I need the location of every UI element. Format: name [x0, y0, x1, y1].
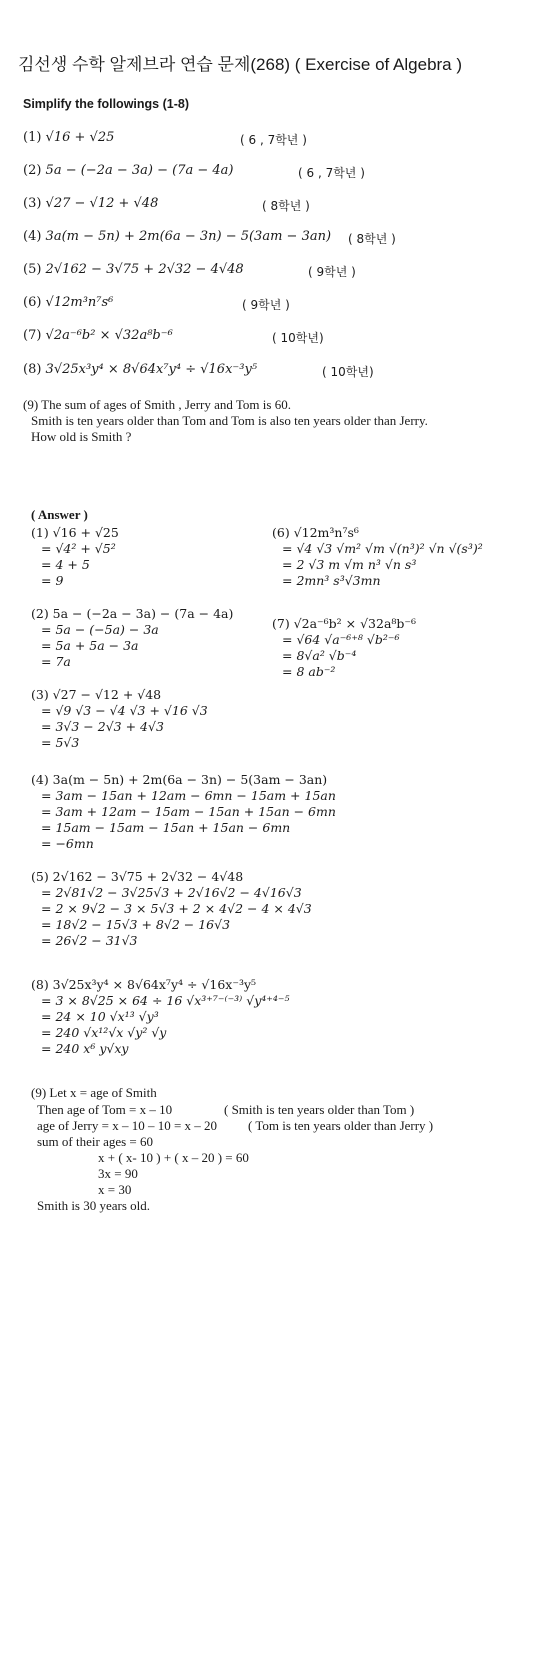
answer-9-line: 3x = 90 — [98, 1166, 138, 1181]
problem-4 — [23, 229, 331, 244]
answer-3-line: (3) √27 − √12 + √48 — [31, 687, 162, 702]
answer-5-line: = 18√2 − 15√3 + 8√2 − 16√3 — [41, 917, 231, 932]
answer-5-line: = 2 × 9√2 − 3 × 5√3 + 2 × 4√2 − 4 × 4√3 — [41, 901, 312, 916]
answer-4-line: = 3am + 12am − 15am − 15an + 15an − 6mn — [41, 804, 336, 819]
answer-3-line: = √9 √3 − √4 √3 + √16 √3 — [41, 703, 208, 718]
answer-6-line: = √4 √3 √m² √m √(n³)² √n √(s³)² — [282, 541, 483, 556]
problem-number: (4) — [23, 229, 46, 244]
answer-2-line: = 5a + 5a − 3a — [41, 638, 139, 653]
answer-header: ( Answer ) — [31, 507, 88, 522]
answer-5-line: = 2√81√2 − 3√25√3 + 2√16√2 − 4√16√3 — [41, 885, 302, 900]
problem-number: (2) — [23, 163, 46, 178]
problem-2 — [23, 163, 233, 178]
instructions: Simplify the followings (1-8) — [23, 97, 189, 111]
answer-8-line: = 24 × 10 √x¹³ √y³ — [41, 1009, 159, 1024]
grade-level: ( 8학년 ) — [262, 199, 310, 213]
answer-1-line: (1) √16 + √25 — [31, 525, 119, 540]
answer-2-line: (2) 5a − (−2a − 3a) − (7a − 4a) — [31, 606, 234, 621]
answer-9-line: ( Smith is ten years older than Tom ) — [224, 1102, 415, 1117]
answer-9-line: sum of their ages = 60 — [37, 1134, 154, 1149]
problem-number: (5) — [23, 262, 46, 277]
answer-7-line: (7) √2a⁻⁶b² × √32a⁸b⁻⁶ — [272, 616, 417, 631]
grade-level: ( 10학년) — [272, 331, 324, 345]
answer-6-line: (6) √12m³n⁷s⁶ — [272, 525, 359, 540]
problem-expression: √12m³n⁷s⁶ — [45, 295, 114, 310]
answer-4-line: = 3am − 15an + 12am − 6mn − 15am + 15an — [41, 788, 336, 803]
problem-3 — [23, 196, 158, 211]
problem-5 — [23, 262, 244, 277]
answer-5-line: (5) 2√162 − 3√75 + 2√32 − 4√48 — [31, 869, 244, 884]
answer-3-line: = 5√3 — [41, 735, 80, 750]
problem-expression: 5a − (−2a − 3a) − (7a − 4a) — [45, 163, 234, 178]
problem-8 — [23, 362, 257, 377]
answer-9-line: x + ( x- 10 ) + ( x – 20 ) = 60 — [98, 1150, 249, 1165]
problem-1 — [23, 130, 114, 145]
answer-8-line: = 240 x⁶ y√xy — [41, 1041, 129, 1056]
page-title: 김선생 수학 알제브라 연습 문제(268) ( Exercise of Algebra ) — [18, 55, 463, 74]
grade-level: ( 9학년 ) — [308, 265, 356, 279]
problem-expression: 2√162 − 3√75 + 2√32 − 4√48 — [45, 262, 244, 277]
grade-level: ( 8학년 ) — [348, 232, 396, 246]
answer-8-line: = 240 √x¹²√x √y² √y — [41, 1025, 167, 1040]
problem-expression: √27 − √12 + √48 — [45, 196, 159, 211]
problem-number: (7) — [23, 328, 46, 343]
answer-4-line: = 15am − 15am − 15an + 15an − 6mn — [41, 820, 291, 835]
problem-number: (6) — [23, 295, 46, 310]
answer-6-line: = 2 √3 m √m n³ √n s³ — [282, 557, 417, 572]
answer-4-line: (4) 3a(m − 5n) + 2m(6a − 3n) − 5(3am − 3an) — [31, 772, 328, 787]
answer-9-line: x = 30 — [98, 1182, 132, 1197]
problem-9-line3: How old is Smith ? — [31, 429, 132, 444]
problem-9-line1: (9) The sum of ages of Smith , Jerry and Tom is 60. — [23, 397, 291, 412]
answer-6-line: = 2mn³ s³√3mn — [282, 573, 381, 588]
answer-5-line: = 26√2 − 31√3 — [41, 933, 138, 948]
answer-2-line: = 5a − (−5a) − 3a — [41, 622, 159, 637]
answer-1-line: = 9 — [41, 573, 64, 588]
answer-8-line: (8) 3√25x³y⁴ × 8√64x⁷y⁴ ÷ √16x⁻³y⁵ — [31, 977, 257, 992]
problem-9-line2: Smith is ten years older than Tom and Tom is also ten years older than Jerry. — [31, 413, 428, 428]
answer-9-line: age of Jerry = x – 10 – 10 = x – 20 — [37, 1118, 218, 1133]
grade-level: ( 9학년 ) — [242, 298, 290, 312]
problem-number: (8) — [23, 362, 46, 377]
grade-level: ( 10학년) — [322, 365, 374, 379]
answer-8-line: = 3 × 8√25 × 64 ÷ 16 √x³⁺⁷⁻⁽⁻³⁾ √y⁴⁺⁴⁻⁵ — [41, 993, 290, 1008]
problem-number: (3) — [23, 196, 46, 211]
answer-9-line: Smith is 30 years old. — [37, 1198, 151, 1213]
answer-2-line: = 7a — [41, 654, 71, 669]
problem-expression: 3√25x³y⁴ × 8√64x⁷y⁴ ÷ √16x⁻³y⁵ — [45, 362, 258, 377]
problem-7 — [23, 328, 173, 343]
answer-7-line: = 8√a² √b⁻⁴ — [282, 648, 357, 663]
answer-7-line: = 8 ab⁻² — [282, 664, 336, 679]
answer-1-line: = 4 + 5 — [41, 557, 90, 572]
problem-number: (1) — [23, 130, 46, 145]
grade-level: ( 6 , 7학년 ) — [298, 166, 365, 180]
answer-1-line: = √4² + √5² — [41, 541, 116, 556]
answer-9-line: ( Tom is ten years older than Jerry ) — [248, 1118, 434, 1133]
problem-expression: √2a⁻⁶b² × √32a⁸b⁻⁶ — [45, 328, 173, 343]
problem-6 — [23, 295, 113, 310]
problem-expression: √16 + √25 — [45, 130, 115, 145]
answer-4-line: = −6mn — [41, 836, 94, 851]
answer-3-line: = 3√3 − 2√3 + 4√3 — [41, 719, 164, 734]
grade-level: ( 6 , 7학년 ) — [240, 133, 307, 147]
answer-7-line: = √64 √a⁻⁶⁺⁸ √b²⁻⁶ — [282, 632, 400, 647]
problem-expression: 3a(m − 5n) + 2m(6a − 3n) − 5(3am − 3an) — [45, 229, 332, 244]
answer-9-line: (9) Let x = age of Smith — [31, 1085, 157, 1100]
answer-9-line: Then age of Tom = x – 10 — [37, 1102, 173, 1117]
